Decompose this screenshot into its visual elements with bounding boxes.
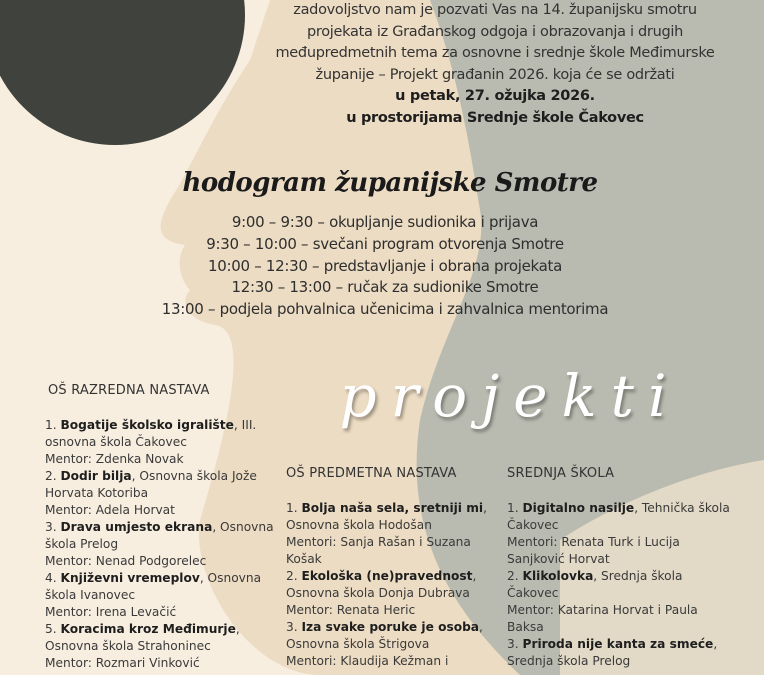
project-mentor: Mentori: Klaudija Kežman i: [286, 654, 449, 668]
project-entry: [286, 568, 491, 619]
project-entry: [286, 500, 491, 568]
project-title: Klikolovka: [522, 569, 594, 583]
project-mentor: Mentor: Adela Horvat: [45, 503, 175, 517]
project-number: 2.: [45, 469, 57, 483]
project-entry: [507, 568, 737, 636]
dark-circle-decoration: [0, 0, 245, 145]
schedule-item: 12:30 – 13:00 – ručak za sudionike Smotre: [231, 278, 539, 297]
project-title: Ekološka (ne)pravednost: [301, 569, 473, 583]
column-heading: OŠ RAZREDNA NASTAVA: [48, 383, 210, 398]
project-school: , Osnovna škola Ivanovec: [45, 571, 262, 602]
project-number: 2.: [507, 569, 519, 583]
project-number: 1.: [286, 501, 298, 515]
invitation-text: [250, 0, 740, 129]
project-school: , Tehnička škola Čakovec: [507, 501, 730, 532]
project-school: , Osnovna škola Strahoninec: [45, 622, 240, 653]
project-school: , III. osnovna škola Čakovec: [45, 418, 257, 449]
event-venue: u prostorijama Srednje škole Čakovec: [346, 109, 644, 126]
project-title: Bogatije školsko igralište: [60, 418, 234, 432]
column-heading: OŠ PREDMETNA NASTAVA: [286, 466, 457, 481]
project-mentor: Mentor: Rozmari Vinković: [45, 656, 200, 670]
schedule-item: 9:30 – 10:00 – svečani program otvorenja Smotre: [206, 234, 564, 253]
project-school: , Osnovna škola Štrigova: [286, 620, 483, 651]
project-mentor: Mentori: Renata Turk i Lucija Sanjković Horvat: [507, 535, 680, 566]
column-heading: SREDNJA ŠKOLA: [507, 466, 615, 481]
project-mentor: Mentor: Katarina Horvat i Paula Baksa: [507, 603, 698, 634]
project-title: Priroda nije kanta za smeće: [522, 637, 714, 651]
project-entry: [45, 468, 275, 519]
project-title: Koracima kroz Međimurje: [60, 622, 236, 636]
project-number: 1.: [45, 418, 57, 432]
project-school: , Srednja škola Prelog: [507, 637, 718, 668]
project-number: 3.: [45, 520, 57, 534]
project-entry: [45, 519, 275, 570]
project-number: 1.: [507, 501, 519, 515]
column-razredna-nastava: [45, 382, 275, 672]
project-school: , Osnovna škola Donja Dubrava: [286, 569, 477, 600]
project-school: , Osnovna škola Hodošan: [286, 501, 487, 532]
project-entry: [507, 500, 737, 568]
project-number: 3.: [286, 620, 298, 634]
project-title: Iza svake poruke je osoba: [301, 620, 480, 634]
schedule-item: 10:00 – 12:30 – predstavljanje i obrana projekata: [208, 256, 562, 275]
project-entry: [286, 619, 491, 670]
schedule-item: 13:00 – podjela pohvalnica učenicima i zahvalnica mentorima: [161, 300, 609, 319]
project-number: 5.: [45, 622, 57, 636]
project-entry: [45, 417, 275, 468]
project-mentor: Mentor: Irena Levačić: [45, 605, 177, 619]
column-predmetna-nastava: [286, 465, 491, 670]
project-number: 3.: [507, 637, 519, 651]
schedule-item: 9:00 – 9:30 – okupljanje sudionika i prijava: [231, 213, 539, 231]
project-mentor: Mentori: Sanja Rašan i Suzana Košak: [286, 535, 471, 566]
project-title: Drava umjesto ekrana: [60, 520, 213, 534]
schedule-title: hodogram županijske Smotre: [182, 168, 598, 198]
project-number: 4.: [45, 571, 57, 585]
project-title: Dodir bilja: [60, 469, 132, 483]
intro-line: projekata iz Građanskog odgoja i obrazovanja i drugih: [306, 23, 684, 40]
intro-line: zadovoljstvo nam je pozvati Vas na 14. županijsku smotru: [293, 2, 697, 18]
column-srednja-skola: [507, 465, 737, 670]
intro-line: županije – Projekt građanin 2026. koja će se održati: [315, 66, 675, 83]
project-mentor: Mentor: Renata Heric: [286, 603, 416, 617]
project-mentor: Mentor: Nenad Podgorelec: [45, 554, 207, 568]
event-date: u petak, 27. ožujka 2026.: [395, 88, 595, 104]
project-mentor: Mentor: Zdenka Novak: [45, 452, 184, 466]
project-title: Digitalno nasilje: [522, 501, 635, 515]
project-school: , Srednja škola Čakovec: [507, 569, 683, 600]
project-entry: [45, 570, 275, 621]
project-entry: [45, 621, 275, 672]
intro-line: međupredmetnih tema za osnovne i srednje škole Međimurske: [275, 45, 715, 61]
schedule-list: [140, 212, 630, 321]
project-school: , Osnovna škola Prelog: [45, 520, 274, 551]
projects-heading: projekti: [339, 362, 681, 430]
project-number: 2.: [286, 569, 298, 583]
project-school: , Osnovna škola Jože Horvata Kotoriba: [45, 469, 257, 500]
project-title: Bolja naša sela, sretniji mi: [301, 501, 484, 515]
project-title: Književni vremeplov: [60, 571, 200, 585]
project-entry: [507, 636, 737, 670]
